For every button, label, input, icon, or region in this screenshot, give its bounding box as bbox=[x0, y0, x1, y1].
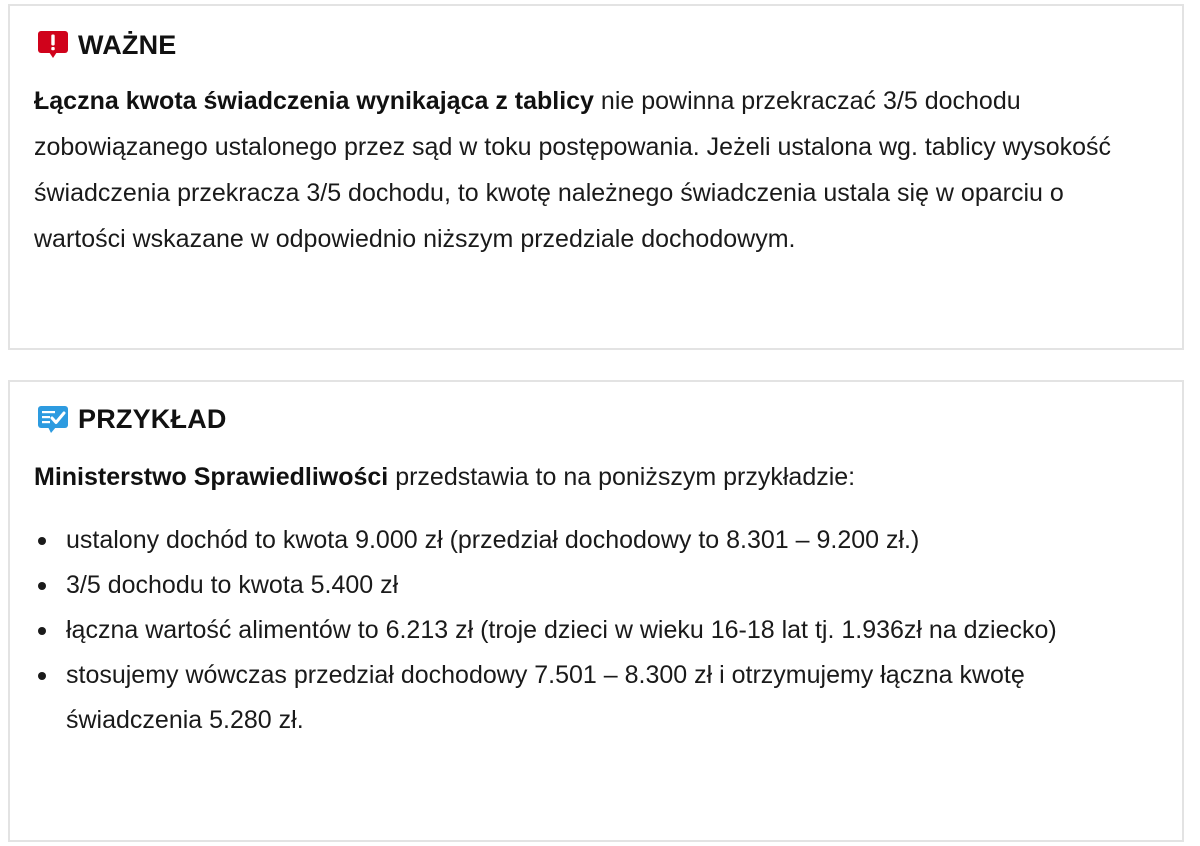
example-box bbox=[8, 380, 1184, 842]
important-notice-paragraph bbox=[34, 78, 1142, 262]
example-title: PRZYKŁAD bbox=[78, 403, 227, 434]
example-list bbox=[34, 518, 1142, 743]
bullet-icon bbox=[38, 537, 46, 545]
list-item-text: 3/5 dochodu to kwota 5.400 zł bbox=[66, 571, 399, 599]
example-header bbox=[36, 402, 227, 436]
important-notice-text: nie powinna przekraczać 3/5 dochodu zobowiązanego ustalonego przez sąd w toku postępowania. Jeżeli ustalona wg. tablicy wysokość świadczenia przekracza 3/5 dochodu, to kwotę należnego świadczenia ustala się w oparciu o wartości wskazane w odpowiednio niższym przedziale dochodowym. bbox=[34, 87, 1112, 253]
bullet-icon bbox=[38, 672, 46, 680]
list-item bbox=[34, 518, 1142, 563]
example-intro bbox=[34, 454, 1142, 500]
list-item bbox=[34, 608, 1142, 653]
bullet-icon bbox=[38, 627, 46, 635]
example-intro-text: przedstawia to na poniższym przykładzie: bbox=[388, 463, 856, 491]
example-content bbox=[34, 454, 1142, 743]
example-intro-bold-lead: Ministerstwo Sprawiedliwości bbox=[34, 463, 389, 491]
list-item-text: łączna wartość alimentów to 6.213 zł (troje dzieci w wieku 16-18 lat tj. 1.936zł na dziecko) bbox=[66, 616, 1057, 644]
list-item-text: stosujemy wówczas przedział dochodowy 7.501 – 8.300 zł i otrzymujemy łączna kwotę świadczenia 5.280 zł. bbox=[66, 661, 1025, 734]
important-notice-header bbox=[36, 28, 177, 62]
exclamation-speech-bubble-icon bbox=[36, 28, 70, 62]
important-notice-title: WAŻNE bbox=[78, 29, 177, 60]
bullet-icon bbox=[38, 582, 46, 590]
checklist-speech-bubble-icon bbox=[36, 402, 70, 436]
important-notice-box bbox=[8, 4, 1184, 350]
list-item bbox=[34, 563, 1142, 608]
list-item-text: ustalony dochód to kwota 9.000 zł (przedział dochodowy to 8.301 – 9.200 zł.) bbox=[66, 526, 920, 554]
list-item bbox=[34, 653, 1142, 743]
important-notice-bold-lead: Łączna kwota świadczenia wynikająca z tablicy bbox=[34, 87, 594, 115]
